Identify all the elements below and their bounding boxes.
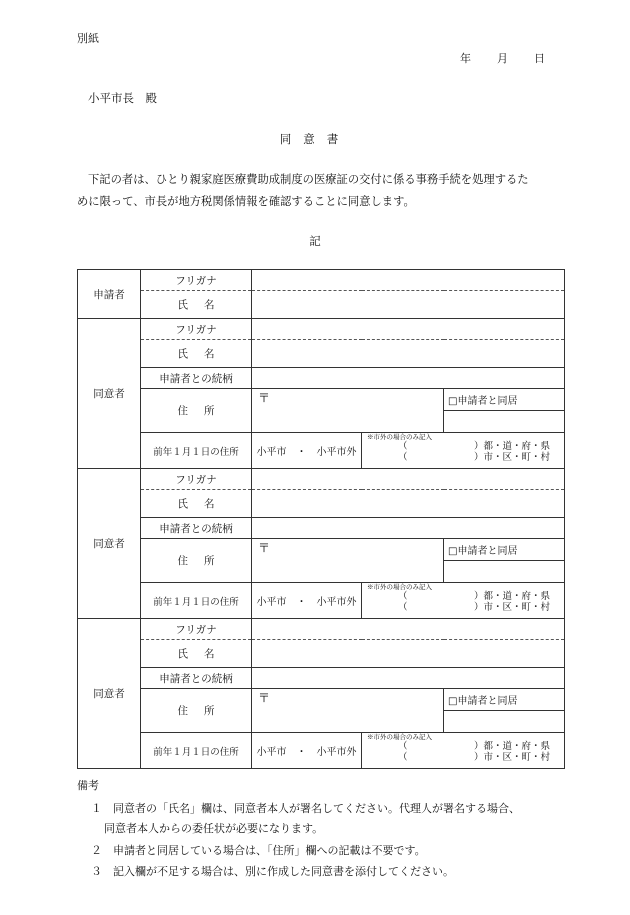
ki-heading: 記 bbox=[309, 234, 321, 248]
outside-city-note: ※市外の場合のみ記入 bbox=[367, 733, 432, 741]
applicant-name-label: 氏名 bbox=[141, 291, 252, 319]
consenter-3-address-label: 住所 bbox=[141, 689, 252, 733]
consenter-3-prev-address-label: 前年１月１日の住所 bbox=[141, 733, 252, 769]
postal-mark: 〒 bbox=[258, 691, 271, 705]
consenter-3-name-label: 氏名 bbox=[141, 640, 252, 668]
consenter-2-relationship-label: 申請者との続柄 bbox=[141, 518, 252, 539]
consenter-3-address-field[interactable] bbox=[252, 689, 444, 733]
consenter-2-group-label: 同意者 bbox=[78, 469, 141, 619]
consenter-2-address-field[interactable] bbox=[252, 539, 444, 583]
consenter-3-name-field[interactable] bbox=[252, 640, 565, 668]
consenter-3-cohabit-checkbox[interactable]: □申請者と同居 bbox=[444, 689, 565, 711]
date-year: 年 bbox=[460, 52, 471, 65]
applicant-furigana-field[interactable] bbox=[252, 270, 565, 291]
consenter-1-address-label: 住所 bbox=[141, 389, 252, 433]
consenter-2-cohabit-checkbox[interactable]: □申請者と同居 bbox=[444, 539, 565, 561]
consenter-1-group-label: 同意者 bbox=[78, 319, 141, 469]
postal-mark: 〒 bbox=[258, 541, 271, 555]
date-day: 日 bbox=[534, 52, 545, 65]
consenter-2-outside-city-field[interactable] bbox=[362, 583, 565, 619]
body-text-line-1: 下記の者は、ひとり親家庭医療費助成制度の医療証の交付に係る事務手続を処理するた bbox=[88, 173, 529, 186]
applicant-name-field[interactable] bbox=[252, 291, 565, 319]
consenter-2-address-extra[interactable] bbox=[444, 561, 565, 583]
applicant-group-label: 申請者 bbox=[78, 270, 141, 319]
consenter-2-address-label: 住所 bbox=[141, 539, 252, 583]
note-2: ２ 申請者と同居している場合は、「住所」欄への記載は不要です。 bbox=[91, 844, 426, 857]
consenter-1-prev-address-label: 前年１月１日の住所 bbox=[141, 433, 252, 469]
consenter-3-furigana-field[interactable] bbox=[252, 619, 565, 640]
body-text-line-2: めに限って、市長が地方税関係情報を確認することに同意します。 bbox=[77, 195, 415, 208]
applicant-furigana-label: フリガナ bbox=[141, 270, 252, 291]
consenter-2-furigana-label: フリガナ bbox=[141, 469, 252, 490]
note-1-continued: 同意者本人からの委任状が必要になります。 bbox=[104, 822, 324, 835]
consenter-2-name-field[interactable] bbox=[252, 490, 565, 518]
consenter-3-relationship-label: 申請者との続柄 bbox=[141, 668, 252, 689]
consenter-1-name-label: 氏名 bbox=[141, 340, 252, 368]
consenter-1-relationship-label: 申請者との続柄 bbox=[141, 368, 252, 389]
city-line: （ ）市・区・町・村 bbox=[398, 752, 551, 763]
city-line: （ ）市・区・町・村 bbox=[398, 602, 551, 613]
consenter-2-furigana-field[interactable] bbox=[252, 469, 565, 490]
consenter-1-address-field[interactable] bbox=[252, 389, 444, 433]
consenter-3-furigana-label: フリガナ bbox=[141, 619, 252, 640]
consenter-3-outside-city-field[interactable] bbox=[362, 733, 565, 769]
outside-city-note: ※市外の場合のみ記入 bbox=[367, 433, 432, 441]
consenter-3-relationship-field[interactable] bbox=[252, 668, 565, 689]
note-1: １ 同意者の「氏名」欄は、同意者本人が署名してください。代理人が署名する場合、 bbox=[91, 802, 520, 815]
notes-heading: 備考 bbox=[77, 779, 99, 792]
annex-label: 別紙 bbox=[77, 32, 99, 45]
outside-city-note: ※市外の場合のみ記入 bbox=[367, 583, 432, 591]
consenter-3-address-extra[interactable] bbox=[444, 711, 565, 733]
city-line: （ ）市・区・町・村 bbox=[398, 452, 551, 463]
addressee: 小平市長 殿 bbox=[88, 91, 157, 105]
prefecture-line: （ ）都・道・府・県 bbox=[398, 741, 551, 752]
note-3: ３ 記入欄が不足する場合は、別に作成した同意書を添付してください。 bbox=[91, 865, 454, 878]
consenter-1-city-options[interactable]: 小平市 ・ 小平市外 bbox=[252, 433, 362, 469]
consenter-3-group-label: 同意者 bbox=[78, 619, 141, 769]
consenter-2-relationship-field[interactable] bbox=[252, 518, 565, 539]
consenter-3-city-options[interactable]: 小平市 ・ 小平市外 bbox=[252, 733, 362, 769]
date-line bbox=[460, 50, 545, 66]
date-month: 月 bbox=[497, 52, 508, 65]
consenter-1-relationship-field[interactable] bbox=[252, 368, 565, 389]
document-title: 同意書 bbox=[279, 132, 351, 146]
consenter-1-outside-city-field[interactable] bbox=[362, 433, 565, 469]
consenter-2-prev-address-label: 前年１月１日の住所 bbox=[141, 583, 252, 619]
prefecture-line: （ ）都・道・府・県 bbox=[398, 441, 551, 452]
consent-form-table bbox=[77, 269, 565, 769]
consenter-1-address-extra[interactable] bbox=[444, 411, 565, 433]
consenter-2-city-options[interactable]: 小平市 ・ 小平市外 bbox=[252, 583, 362, 619]
consenter-1-furigana-label: フリガナ bbox=[141, 319, 252, 340]
postal-mark: 〒 bbox=[258, 391, 271, 405]
prefecture-line: （ ）都・道・府・県 bbox=[398, 591, 551, 602]
consenter-1-furigana-field[interactable] bbox=[252, 319, 565, 340]
consenter-2-name-label: 氏名 bbox=[141, 490, 252, 518]
consenter-1-cohabit-checkbox[interactable]: □申請者と同居 bbox=[444, 389, 565, 411]
consenter-1-name-field[interactable] bbox=[252, 340, 565, 368]
